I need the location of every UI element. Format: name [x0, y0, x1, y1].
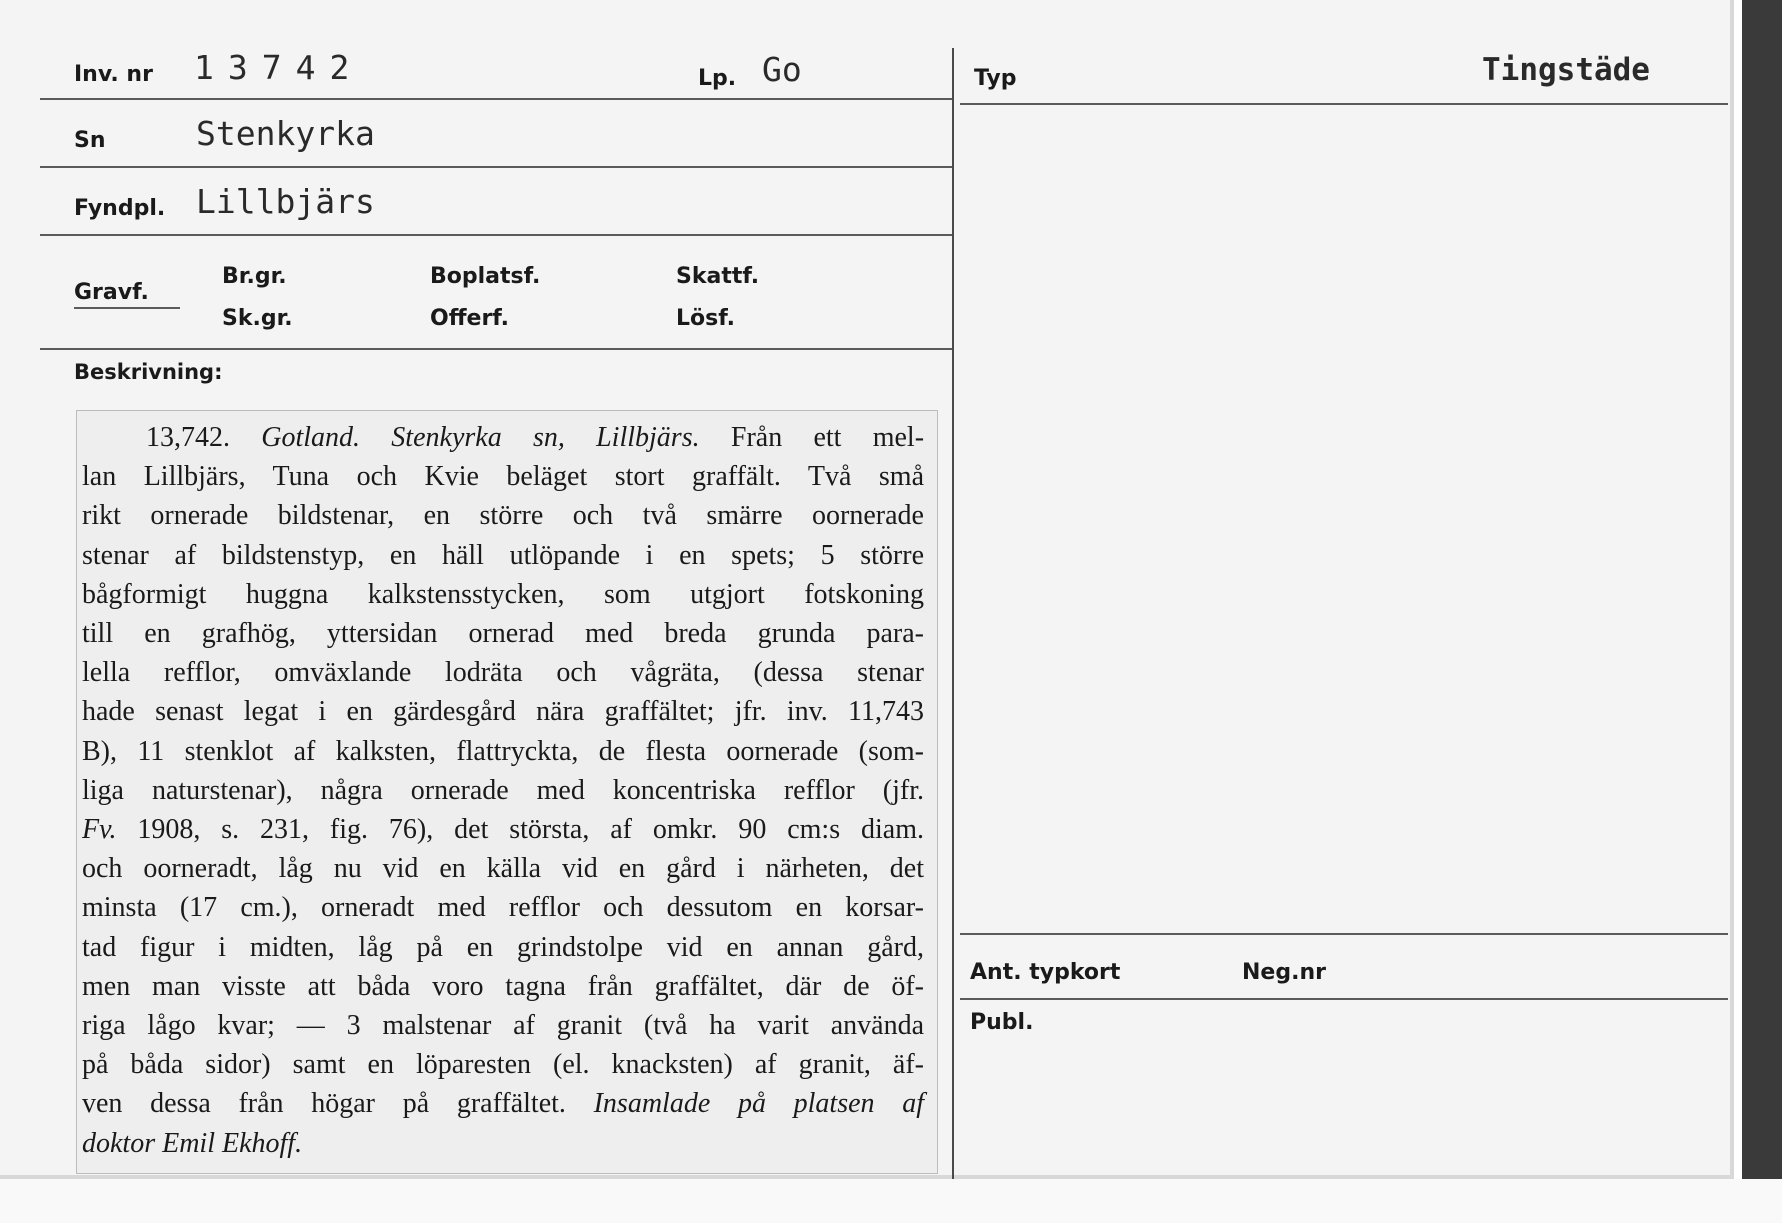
rule [40, 234, 954, 236]
sn-label: Sn [74, 128, 106, 153]
description-line [82, 575, 924, 614]
description-segment: hade senast legat i en gärdesgård nära graffältet; jfr. inv. 11,743 [82, 696, 924, 728]
description-segment: ven dessa från högar på graffältet. [82, 1088, 594, 1120]
scan-edge [0, 1179, 1782, 1223]
typ-value: Tingstäde [1482, 52, 1650, 88]
description-line [82, 1084, 924, 1123]
gravf-underline [74, 307, 180, 309]
description-segment: tad figur i midten, låg på en grindstolpe vid en annan gård, [82, 931, 924, 963]
offerf-label: Offerf. [430, 306, 510, 331]
inv-nr-value: 13742 [194, 48, 364, 87]
description-segment: 13,742. [146, 422, 262, 453]
description-segment: stenar af bildstenstyp, en häll utlöpande i en spets; 5 större [82, 539, 924, 571]
description-segment: på båda sidor) samt en löparesten (el. knacksten) af granit, äf- [82, 1049, 924, 1081]
description-segment: lella refflor, omväxlande lodräta och vågräta, (dessa stenar [82, 657, 924, 689]
ant-typkort-label: Ant. typkort [970, 960, 1121, 985]
rule [960, 103, 1728, 105]
description-segment: till en grafhög, yttersidan ornerad med breda grunda para- [82, 618, 924, 650]
rule [40, 348, 954, 350]
description-segment: Fv. [82, 814, 117, 846]
rule [40, 166, 954, 168]
skgr-label: Sk.gr. [222, 306, 293, 331]
boplatsf-label: Boplatsf. [430, 264, 541, 289]
description-segment: 1908, s. 231, fig. 76), det största, af omkr. 90 cm:s diam. [116, 814, 924, 846]
brgr-label: Br.gr. [222, 264, 287, 289]
scan-edge [1734, 0, 1782, 1223]
beskrivning-label: Beskrivning: [74, 360, 223, 384]
description-line [82, 771, 924, 810]
publ-label: Publ. [970, 1010, 1034, 1035]
lp-label: Lp. [698, 66, 737, 91]
description-segment: liga naturstenar), några ornerade med koncentriska refflor (jfr. [82, 774, 924, 806]
description-segment: bågformigt huggna kalkstensstycken, som utgjort fotskoning [82, 578, 924, 610]
description-line [82, 614, 924, 653]
description-segment: B), 11 stenklot af kalksten, flattryckta, de flesta oornerade (som- [82, 735, 924, 767]
description-line [82, 810, 924, 849]
description-line [82, 1006, 924, 1045]
losf-label: Lösf. [676, 306, 735, 331]
rule [960, 998, 1728, 1000]
skattf-label: Skattf. [676, 264, 760, 289]
description-segment: Från ett mel- [699, 422, 925, 453]
fyndpl-value: Lillbjärs [196, 182, 375, 221]
rule [960, 933, 1728, 935]
description-line [82, 692, 924, 731]
description-line [82, 967, 924, 1006]
description-segment: minsta (17 cm.), orneradt med refflor och dessutom en korsar- [82, 892, 924, 924]
description-line [82, 1124, 924, 1163]
description-segment: men man visste att båda voro tagna från graffältet, där de öf- [82, 970, 924, 1002]
description-text [82, 418, 924, 1163]
description-line [82, 928, 924, 967]
description-segment: doktor Emil Ekhoff. [82, 1127, 303, 1159]
description-line [82, 888, 924, 927]
description-line [82, 418, 924, 457]
description-segment: rikt ornerade bildstenar, en större och två smärre oornerade [82, 500, 924, 532]
fyndpl-label: Fyndpl. [74, 196, 166, 221]
description-line [82, 496, 924, 535]
description-line [82, 653, 924, 692]
lp-value: Go [762, 50, 802, 89]
description-line [82, 732, 924, 771]
description-segment: Gotland. Stenkyrka sn, Lillbjärs. [261, 422, 700, 453]
neg-nr-label: Neg.nr [1242, 960, 1326, 985]
description-line [82, 1045, 924, 1084]
gravf-label: Gravf. [74, 280, 149, 305]
description-segment: riga lågo kvar; — 3 malstenar af granit (två ha varit använda [82, 1010, 924, 1042]
typ-label: Typ [974, 66, 1017, 91]
column-divider [952, 48, 954, 1180]
description-line [82, 536, 924, 575]
sn-value: Stenkyrka [196, 114, 375, 153]
description-segment: lan Lillbjärs, Tuna och Kvie beläget stort graffält. Två små [82, 461, 924, 493]
description-segment: och oorneradt, låg nu vid en källa vid en gård i närheten, det [82, 853, 924, 885]
inv-nr-label: Inv. nr [74, 62, 153, 87]
description-line [82, 849, 924, 888]
rule [40, 98, 954, 100]
description-segment: Insamlade på platsen af [593, 1088, 925, 1120]
description-line [82, 457, 924, 496]
